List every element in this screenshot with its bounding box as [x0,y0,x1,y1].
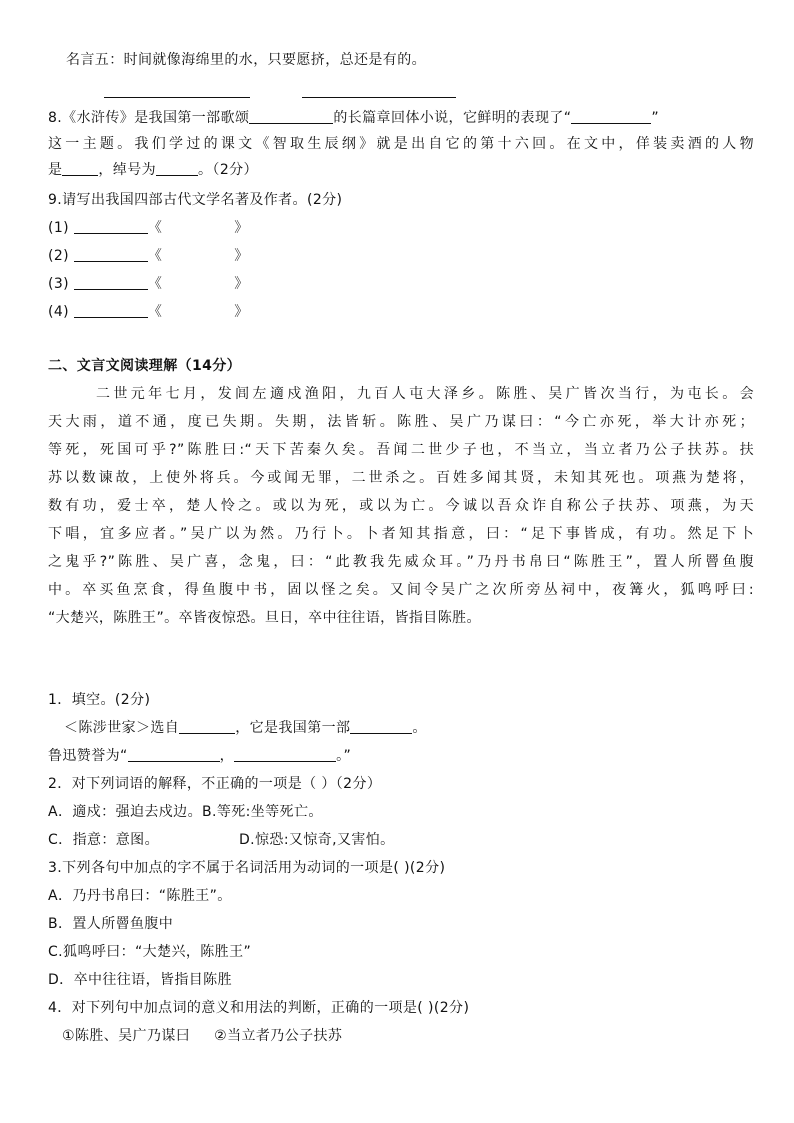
answer-line-right [302,97,456,98]
quote-five: 名言五：时间就像海绵里的水，只要愿挤，总还是有的。 [66,52,426,68]
q8-text-e: ，绰号为 [98,162,157,178]
q3-option-d: D．卒中往往语，皆指目陈胜 [48,972,232,988]
q9-close-quote: 》 [234,248,249,264]
q8-text-c: ” [651,110,660,126]
q9-item-2 [48,246,754,266]
q1-blank-2[interactable] [350,719,412,734]
q9-item-1 [48,218,754,238]
q4-sentence-1: ①陈胜、吴广乃谋曰 [62,1028,191,1044]
q8-line3 [48,160,754,180]
q1-blank-4[interactable] [234,747,336,762]
q9-open-quote: 《 [147,276,163,292]
q4-title: 4．对下列句中加点词的意义和用法的判断，正确的一项是( )(2分) [48,1000,470,1016]
q8-text-f: 。（2分） [198,162,258,178]
q1-line2 [48,746,754,766]
q8-blank-3[interactable] [62,161,98,176]
q3-option-b: B．置人所罾鱼腹中 [48,916,174,932]
passage-line: 等死，死国可乎?”陈胜曰:“天下苦秦久矣。吾闻二世少子也，不当立，当立者乃公子扶苏。扶 [48,442,754,458]
q9-item-num: (1) [48,220,70,236]
q8-text-b: 的长篇章回体小说，它鲜明的表现了“ [333,110,572,126]
q8-line1 [48,108,754,128]
q9-author-blank[interactable] [74,247,148,262]
q9-item-num: (4) [48,304,70,320]
q8-blank-4[interactable] [156,161,198,176]
q8-line2: 这一主题。我们学过的课文《智取生辰纲》就是出自它的第十六回。在文中，佯装卖酒的人物 [48,136,754,152]
q8-blank-1[interactable] [249,109,333,124]
q1-text-b: ，它是我国第一部 [235,720,351,736]
q9-close-quote: 》 [234,220,249,236]
q1-text-f: 。” [336,748,352,764]
q2-title: 2．对下列词语的解释，不正确的一项是（ ）（2分） [48,776,382,792]
section-heading: 二、文言文阅读理解（14分） [48,358,242,374]
q1-blank-1[interactable] [179,719,235,734]
q9-close-quote: 》 [234,276,249,292]
q1-title: 1．填空。(2分) [48,692,151,708]
passage-line: 之鬼乎?”陈胜、吴广喜，念鬼，曰：“此教我先威众耳。”乃丹书帛曰“陈胜王”，置人所罾鱼腹 [48,554,754,570]
q9-item-num: (2) [48,248,70,264]
q8-text-d: 是 [48,162,63,178]
q9-title: 9.请写出我国四部古代文学名著及作者。(2分) [48,192,343,208]
q8-blank-2[interactable] [571,109,651,124]
passage-line: 天大雨，道不通，度已失期。失期，法皆斩。陈胜、吴广乃谋曰：“今亡亦死，举大计亦死； [48,414,754,430]
q1-text-c: 。 [412,720,427,736]
q9-author-blank[interactable] [74,275,148,290]
q9-item-num: (3) [48,276,70,292]
q2-option-cd [48,830,754,850]
q2-option-ab: A．適戍：强迫去戍边。B.等死:坐等死亡。 [48,804,323,820]
q9-item-3 [48,274,754,294]
q2-option-d: D.惊恐:又惊奇,又害怕。 [238,832,395,848]
q9-open-quote: 《 [147,220,163,236]
q9-item-4 [48,302,754,322]
q1-line1 [64,718,754,738]
q1-blank-3[interactable] [128,747,220,762]
passage-line: 下唱，宜多应者。”吴广以为然。乃行卜。卜者知其指意，曰：“足下事皆成，有功。然足下卜 [48,526,754,542]
q9-close-quote: 》 [234,304,249,320]
passage-line: 数有功，爱士卒，楚人怜之。或以为死，或以为亡。今诚以吾众诈自称公子扶苏、项燕，为天 [48,498,754,514]
q1-text-e: ， [219,748,235,764]
q3-title: 3.下列各句中加点的字不属于名词活用为动词的一项是( )(2分) [48,860,446,876]
q1-text-a: ＜陈涉世家＞选自 [64,720,180,736]
q9-author-blank[interactable] [74,303,148,318]
q3-option-a: A．乃丹书帛曰：“陈胜王”。 [48,888,232,904]
answer-line-left [104,97,250,98]
q9-open-quote: 《 [147,304,163,320]
q4-sentence-2: ②当立者乃公子扶苏 [214,1028,343,1044]
passage-line: 二世元年七月，发闾左適戍渔阳，九百人屯大泽乡。陈胜、吴广皆次当行，为屯长。会 [96,386,754,402]
passage-line: “大楚兴，陈胜王”。卒皆夜惊恐。旦日，卒中往往语，皆指目陈胜。 [48,610,481,626]
q9-author-blank[interactable] [74,219,148,234]
q8-text-a: 8.《水浒传》是我国第一部歌颂 [48,110,250,126]
passage-line: 苏以数谏故，上使外将兵。今或闻无罪，二世杀之。百姓多闻其贤，未知其死也。项燕为楚将， [48,470,754,486]
q1-text-d: 鲁迅赞誉为“ [48,748,128,764]
q2-option-c: C．指意：意图。 [48,832,159,848]
q4-options [62,1026,754,1046]
q9-open-quote: 《 [147,248,163,264]
q3-option-c: C.狐鸣呼曰：“大楚兴，陈胜王” [48,944,252,960]
passage-line: 中。卒买鱼烹食，得鱼腹中书，固以怪之矣。又间令吴广之次所旁丛祠中，夜篝火，狐鸣呼曰: [48,582,754,598]
